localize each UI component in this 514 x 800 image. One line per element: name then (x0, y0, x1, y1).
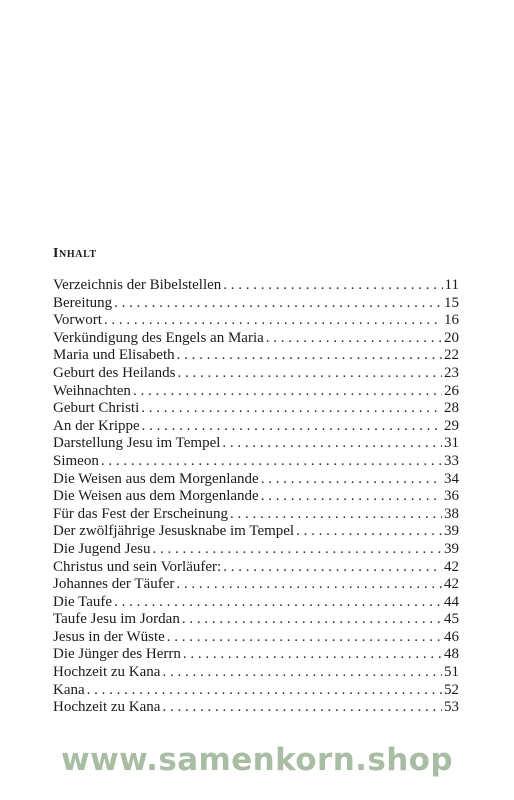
toc-entry (53, 435, 459, 453)
toc-leader-dots (162, 699, 442, 717)
toc-entry-title: Für das Fest der Erscheinung (53, 505, 228, 522)
toc-entry (53, 383, 459, 401)
toc-entry-page: 51 (444, 664, 459, 681)
toc-entry-page: 48 (444, 646, 459, 663)
toc-entry-page: 39 (444, 540, 459, 557)
toc-leader-dots (176, 576, 442, 594)
toc-entry-title: Darstellung Jesu im Tempel (53, 435, 221, 452)
toc-entry-title: Maria und Elisabeth (53, 347, 175, 364)
toc-entry-page: 28 (444, 400, 459, 417)
toc-entry-title: Johannes der Täufer (53, 576, 175, 593)
toc-entry (53, 646, 459, 664)
toc-entry-title: Verkündigung des Engels an Maria (53, 329, 264, 346)
toc-entry-title: Verzeichnis der Bibelstellen (53, 277, 222, 293)
toc-entry-page: 26 (444, 382, 459, 399)
toc-entry-page: 45 (444, 611, 459, 628)
toc-leader-dots (114, 594, 442, 612)
toc-entry-title: Weihnachten (53, 382, 131, 399)
toc-entry-title: Simeon (53, 452, 99, 469)
toc-leader-dots (101, 453, 442, 471)
toc-entry-page: 36 (444, 488, 459, 505)
toc-leader-dots (133, 383, 442, 401)
table-of-contents (53, 277, 459, 717)
toc-leader-dots (223, 559, 442, 577)
toc-entry (53, 347, 459, 365)
toc-entry-title: Geburt Christi (53, 400, 140, 417)
toc-heading: Inhalt (53, 246, 97, 261)
toc-entry (53, 559, 459, 577)
toc-entry-page: 16 (444, 312, 459, 329)
toc-entry-page: 23 (444, 364, 459, 381)
toc-entry (53, 699, 459, 717)
toc-entry (53, 576, 459, 594)
toc-entry-page: 31 (444, 435, 459, 452)
toc-leader-dots (162, 664, 442, 682)
toc-leader-dots (296, 523, 442, 541)
toc-entry-title: Hochzeit zu Kana (53, 664, 161, 681)
toc-entry-title: Vorwort (53, 312, 102, 329)
toc-entry (53, 400, 459, 418)
toc-entry-page: 34 (444, 470, 459, 487)
toc-entry-page: 29 (444, 417, 459, 434)
toc-entry-title: Taufe Jesu im Jordan (53, 611, 180, 628)
toc-leader-dots (183, 646, 442, 664)
toc-leader-dots (261, 471, 442, 489)
toc-entry-title: Die Weisen aus dem Morgenlande (53, 488, 259, 505)
toc-leader-dots (177, 365, 442, 383)
toc-entry-title: Geburt des Heilands (53, 364, 176, 381)
toc-entry-page: 52 (444, 681, 459, 698)
toc-entry-title: Die Jugend Jesu (53, 540, 151, 557)
toc-entry-title: Jesus in der Wüste (53, 628, 165, 645)
toc-entry (53, 506, 459, 524)
toc-leader-dots (182, 611, 442, 629)
toc-entry (53, 523, 459, 541)
toc-entry (53, 629, 459, 647)
toc-entry-page: 22 (444, 347, 459, 364)
toc-leader-dots (153, 541, 443, 559)
toc-entry-title: Der zwölfjährige Jesusknabe im Tempel (53, 523, 295, 540)
toc-entry-page: 38 (444, 505, 459, 522)
toc-leader-dots (114, 295, 442, 313)
toc-entry (53, 664, 459, 682)
toc-entry-page: 42 (444, 576, 459, 593)
toc-leader-dots (177, 347, 442, 365)
toc-entry (53, 312, 459, 330)
watermark: www.samenkorn.shop (61, 742, 453, 778)
toc-entry-title: Die Weisen aus dem Morgenlande (53, 470, 259, 487)
toc-entry (53, 330, 459, 348)
toc-entry-page: 42 (444, 558, 459, 575)
toc-entry-title: Christus und sein Vorläufer: (53, 558, 222, 575)
toc-leader-dots (104, 312, 442, 330)
toc-leader-dots (141, 400, 442, 418)
toc-entry (53, 365, 459, 383)
toc-leader-dots (266, 330, 442, 348)
toc-entry-page: 53 (444, 699, 459, 716)
toc-leader-dots (223, 277, 442, 295)
toc-entry-page: 39 (444, 523, 459, 540)
toc-leader-dots (142, 418, 442, 436)
toc-entry-page: 46 (444, 628, 459, 645)
toc-leader-dots (261, 488, 442, 506)
toc-entry-title: Hochzeit zu Kana (53, 699, 161, 716)
toc-leader-dots (87, 682, 442, 700)
toc-entry-title: Bereitung (53, 294, 113, 311)
toc-entry-title: An der Krippe (53, 417, 140, 434)
toc-entry-page: 33 (444, 452, 459, 469)
toc-entry (53, 541, 459, 559)
toc-entry (53, 471, 459, 489)
toc-leader-dots (222, 435, 442, 453)
toc-entry (53, 277, 459, 295)
toc-entry (53, 611, 459, 629)
toc-entry (53, 682, 459, 700)
toc-entry-page: 11 (444, 277, 459, 293)
toc-entry-page: 15 (444, 294, 459, 311)
toc-entry (53, 594, 459, 612)
toc-entry-page: 44 (444, 593, 459, 610)
toc-entry (53, 418, 459, 436)
toc-entry-page: 20 (444, 329, 459, 346)
toc-entry-title: Die Jünger des Herrn (53, 646, 181, 663)
toc-entry (53, 453, 459, 471)
toc-leader-dots (230, 506, 442, 524)
toc-entry-title: Kana (53, 681, 85, 698)
toc-entry-title: Die Taufe (53, 593, 113, 610)
toc-leader-dots (167, 629, 442, 647)
toc-entry (53, 488, 459, 506)
toc-entry (53, 295, 459, 313)
